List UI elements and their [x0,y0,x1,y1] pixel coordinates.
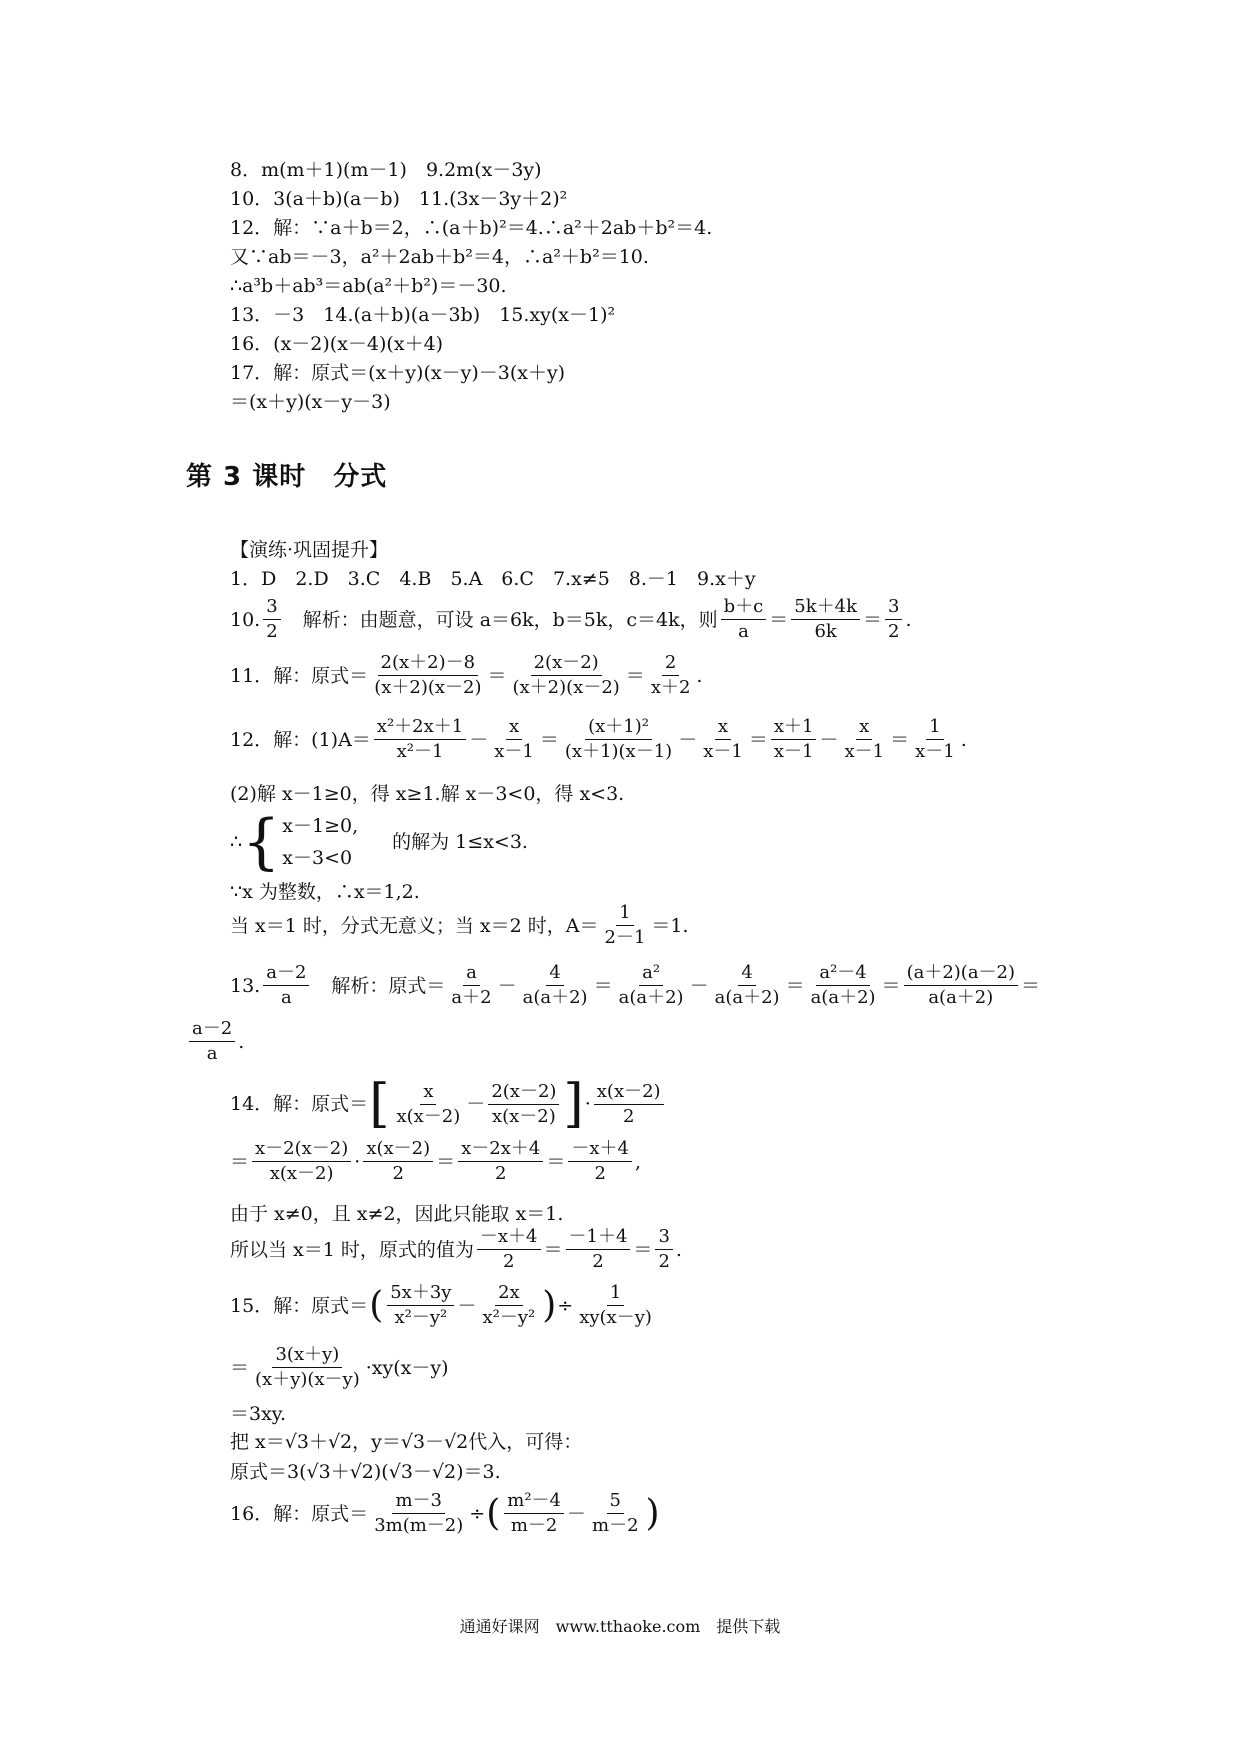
fraction: $\frac{3}{2}$ [655,1226,672,1273]
fraction: $\frac{x}{x(x-2)}$ [396,1080,461,1127]
fraction: $\frac{5x+3y}{\text{x²－y²}}$ [387,1282,454,1329]
fraction: $\frac{4}{a(a+2)}$ [522,962,588,1008]
brace-icon: { [242,807,281,877]
fraction: $\frac{a}{a+2}$ [451,962,492,1008]
answer-12-line2: 又∵ab＝－3，a²＋2ab＋b²＝4，∴a²＋b²＝10. [230,246,649,268]
answer-10-prefix: 10. [230,608,261,631]
answer-16-line1: 16．解：原式＝ $\frac{m-3}{3m(m-2)}$ ÷ ( $\frac{\text{m²－4}}{m-2}$ － $\frac{5}{m-2}$ ) [230,1490,660,1536]
fraction: $\frac{\text{x²＋2x＋1}}{\text{x²－1}}$ [374,716,466,763]
fraction: $\frac{-1+4}{2}$ [566,1226,631,1273]
fraction: $\frac{2(x-2)}{(x+2)(x-2)}$ [512,652,620,698]
fraction: $\frac{b+c}{a}$ [721,596,767,643]
page-footer: 通通好课网 www.tthaoke.com 提供下载 [459,1617,781,1636]
answer-10-11: 10．3(a＋b)(a－b) 11.(3x－3y＋2)² [230,188,568,210]
answer-15-line3: ＝3xy. [230,1403,287,1425]
answers-1-9: 1．D 2.D 3.C 4.B 5.A 6.C 7.x≠5 8.－1 9.x＋y [230,568,756,590]
fraction: $\frac{2}{x+2}$ [650,652,691,698]
answer-12-line3: ∴a³b＋ab³＝ab(a²＋b²)＝－30. [230,275,507,297]
answer-13-15: 13．－3 14.(a＋b)(a－3b) 15.xy(x－1)² [230,304,616,326]
answer-14-line1: 14．解：原式＝ [ $\frac{x}{x(x-2)}$ － $\frac{2(x-2)}{x(x-2)}$ ] · $\frac{x(x-2)}{2}$ [230,1078,667,1130]
answer-12-integer: ∵x 为整数，∴x＝1,2. [230,881,420,903]
answer-8-9: 8．m(m＋1)(m－1) 9.2m(x－3y) [230,159,542,181]
fraction: $\frac{1}{xy(x-y)}$ [579,1282,652,1328]
section-label: 【演练·巩固提升】 [230,539,389,561]
fraction: $\frac{-x+4}{2}$ [568,1138,632,1185]
fraction: $\frac{5k+4k}{6k}$ [791,596,860,643]
fraction: $\frac{x-2(x-2)}{x(x-2)}$ [252,1138,351,1185]
fraction: $\frac{-x+4}{2}$ [477,1226,541,1273]
answer-10: 10. $\frac{3}{2}$ 解析：由题意，可设 a＝6k，b＝5k，c＝4k，则 $\frac{b+c}{a}$ ＝ $\frac{5k+4k}{6k}$ ＝ $\frac{3}{2}$ . [230,596,912,642]
answer-12-part1: 12．解：(1)A＝ $\frac{\text{x²＋2x＋1}}{\text{x²－1}}$ － $\frac{x}{x-1}$ ＝ $\frac{\text{(x＋1)²}}{(x+1)(x-1)}$ － $\frac{x}{x-1}$ ＝ $\frac{x+1}{x-1}$ － $\frac{x}{x-1}$ ＝ $\frac{1}{x-1}$ . [230,716,967,762]
fraction: $\frac{a-2}{a}$ [263,962,309,1009]
answer-14-line4: 所以当 x＝1 时，原式的值为 $\frac{-x+4}{2}$ ＝ $\frac{-1+4}{2}$ ＝ $\frac{3}{2}$ . [230,1226,682,1272]
fraction: $\frac{x(x-2)}{2}$ [363,1138,433,1185]
fraction: $\frac{x}{x-1}$ [703,716,743,762]
answer-12-conclusion: 当 x＝1 时，分式无意义；当 x＝2 时，A＝ $\frac{1}{2-1}$ ＝1. [230,902,689,948]
fraction: $\frac{a-2}{a}$ [189,1018,235,1065]
fraction: $\frac{x}{x-1}$ [494,716,534,762]
fraction: $\frac{1}{x-1}$ [915,716,955,762]
answer-10-text: 解析：由题意，可设 a＝6k，b＝5k，c＝4k，则 [283,608,718,631]
fraction: $\frac{x}{x-1}$ [844,716,885,762]
answer-12-part2: (2)解 x－1≥0，得 x≥1.解 x－3<0，得 x<3. [230,783,625,805]
lesson-heading: 第 3 课时 分式 [186,462,388,492]
answer-16: 16．(x－2)(x－4)(x＋4) [230,333,444,355]
fraction: $\frac{3(x+y)}{(x+y)(x-y)}$ [255,1344,360,1390]
fraction: $\frac{5}{m-2}$ [592,1490,639,1536]
answer-12-system: ∴ { x－1≥0, x－3<0 的解为 1≤x<3. [230,807,528,877]
fraction: $\frac{3}{2}$ [263,596,280,643]
answer-11: 11．解：原式＝ $\frac{2(x+2)-8}{(x+2)(x-2)}$ ＝ $\frac{2(x-2)}{(x+2)(x-2)}$ ＝ $\frac{2}{x+2}$ . [230,652,703,698]
inequality-system: { x－1≥0, x－3<0 [242,807,359,877]
fraction: $\frac{4}{a(a+2)}$ [714,962,780,1008]
fraction: $\frac{x(x-2)}{2}$ [594,1081,664,1128]
answer-17-line1: 17．解：原式＝(x＋y)(x－y)－3(x＋y) [230,362,566,384]
fraction: $\frac{2(x+2)-8}{(x+2)(x-2)}$ [374,652,482,698]
answer-15-line1: 15．解：原式＝ ( $\frac{5x+3y}{\text{x²－y²}}$ － $\frac{2x}{\text{x²－y²}}$ ) ÷ $\frac{1}{xy(x-y)}$ [230,1282,658,1329]
fraction: $\frac{m-3}{3m(m-2)}$ [374,1490,464,1536]
fraction: $\frac{2x}{\text{x²－y²}}$ [482,1282,536,1328]
fraction: $\frac{(a+2)(a-2)}{a(a+2)}$ [904,962,1018,1009]
answer-17-line2: ＝(x＋y)(x－y－3) [230,391,391,413]
answer-15-line4: 把 x＝√3＋√2，y＝√3－√2代入，可得： [230,1431,583,1453]
fraction: $\frac{\text{m²－4}}{m-2}$ [504,1490,564,1537]
answer-15-line2: ＝ $\frac{3(x+y)}{(x+y)(x-y)}$ ·xy(x－y) [230,1344,449,1390]
fraction: $\frac{\text{(x＋1)²}}{(x+1)(x-1)}$ [564,716,673,762]
answer-12-line1: 12．解：∵a＋b＝2，∴(a＋b)²＝4.∴a²＋2ab＋b²＝4. [230,217,713,239]
fraction: $\frac{x+1}{x-1}$ [771,716,817,763]
fraction: $\frac{\text{a²}}{a(a+2)}$ [618,962,684,1008]
fraction: $\frac{1}{2-1}$ [604,902,646,948]
fraction: $\frac{\text{a²－4}}{a(a+2)}$ [810,962,876,1008]
answer-14-line2: ＝ $\frac{x-2(x-2)}{x(x-2)}$ · $\frac{x(x-2)}{2}$ ＝ $\frac{x-2x+4}{2}$ ＝ $\frac{-x+4}{2}$ , [230,1138,642,1184]
answer-13: 13. $\frac{a-2}{a}$ 解析：原式＝ $\frac{a}{a+2}$ － $\frac{4}{a(a+2)}$ ＝ $\frac{\text{a²}}{a(a+2)}$ － $\frac{4}{a(a+2)}$ ＝ $\frac{\text{a²－4}}{a(a+2)}$ ＝ $\frac{(a+2)(a-2)}{a(a+2)}$ ＝ [230,962,1041,1008]
fraction: $\frac{x-2x+4}{2}$ [458,1138,543,1185]
fraction: $\frac{3}{2}$ [885,596,902,643]
answer-14-line3: 由于 x≠0，且 x≠2，因此只能取 x＝1. [230,1203,564,1225]
answer-13-result: $\frac{a-2}{a}$ . [186,1018,244,1065]
fraction: $\frac{2(x-2)}{x(x-2)}$ [488,1081,559,1128]
answer-15-line5: 原式＝3(√3＋√2)(√3－√2)＝3. [230,1461,501,1483]
